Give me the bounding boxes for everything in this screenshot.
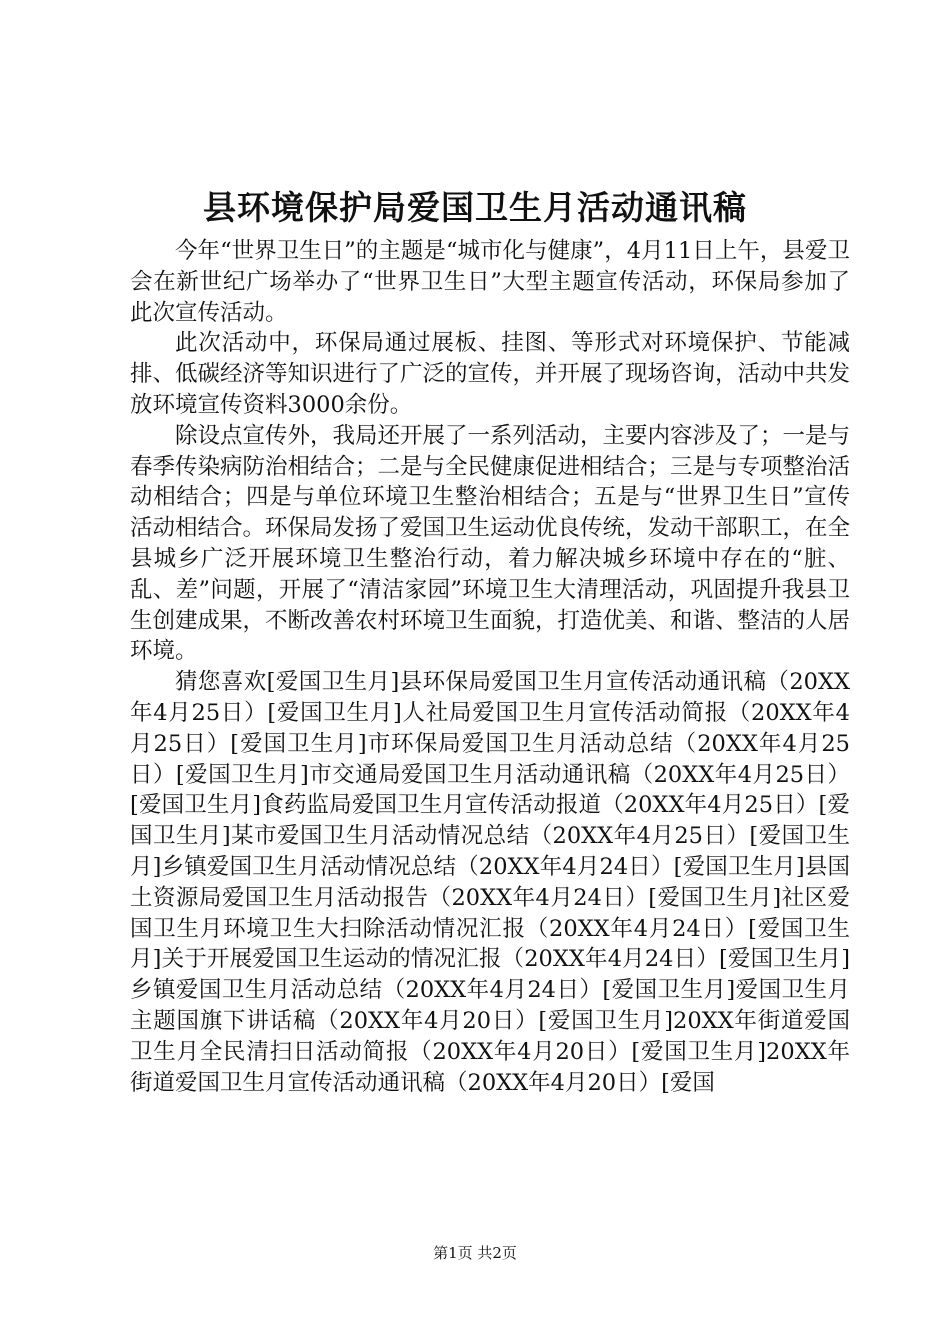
paragraph-1: 今年“世界卫生日”的主题是“城市化与健康”，4月11日上午，县爱卫会在新世纪广场举办了“世界卫生日”大型主题宣传活动，环保局参加了此次宣传活动。 [130, 238, 850, 326]
paragraph-2: 此次活动中，环保局通过展板、挂图、等形式对环境保护、节能减排、低碳经济等知识进行了广泛的宣传，并开展了现场咨询，活动中共发放环境宣传资料3000余份。 [130, 330, 851, 418]
paragraph-3: 除设点宣传外，我局还开展了一系列活动，主要内容涉及了；一是与春季传染病防治相结合；二是与全民健康促进相结合；三是与专项整治活动相结合；四是与单位环境卫生整治相结合；五是与“世界卫生日”宣传活动相结合。环保局发扬了爱国卫生运动优良传统，发动干部职工，在全县城乡广泛开展环境卫生整治行动，着力解决城乡环境中存在的“脏、乱、差”问题，开展了“清洁家园”环境卫生大清理活动，巩固提升我县卫生创建成果，不断改善农村环境卫生面貌，打造优美、和谐、整洁的人居环境。 [130, 422, 851, 665]
page-number: 第1页 共2页 [433, 1244, 517, 1262]
document-title: 县环境保护局爱国卫生月活动通讯稿 [203, 188, 747, 227]
paragraph-4-related-links: 猜您喜欢[爱国卫生月]县环保局爱国卫生月宣传活动通讯稿（20XX年4月25日）[爱国卫生月]人社局爱国卫生月宣传活动简报（20XX年4月25日）[爱国卫生月]市环保局爱国卫生月活动总结（20XX年4月25日）[爱国卫生月]市交通局爱国卫生月活动通讯稿（20XX年4月25日）[爱国卫生月]食药监局爱国卫生月宣传活动报道（20XX年4月25日）[爱国卫生月]某市爱国卫生月活动情况总结（20XX年4月25日）[爱国卫生月]乡镇爱国卫生月活动情况总结（20XX年4月24日）[爱国卫生月]县国土资源局爱国卫生月活动报告（20XX年4月24日）[爱国卫生月]社区爱国卫生月环境卫生大扫除活动情况汇报（20XX年4月24日）[爱国卫生月]关于开展爱国卫生运动的情况汇报（20XX年4月24日）[爱国卫生月]乡镇爱国卫生月活动总结（20XX年4月24日）[爱国卫生月]爱国卫生月主题国旗下讲话稿（20XX年4月20日）[爱国卫生月]20XX年街道爱国卫生月全民清扫日活动简报（20XX年4月20日）[爱国卫生月]20XX年街道爱国卫生月宣传活动通讯稿（20XX年4月20日）[爱国 [130, 669, 850, 1096]
document-body [130, 236, 850, 1098]
